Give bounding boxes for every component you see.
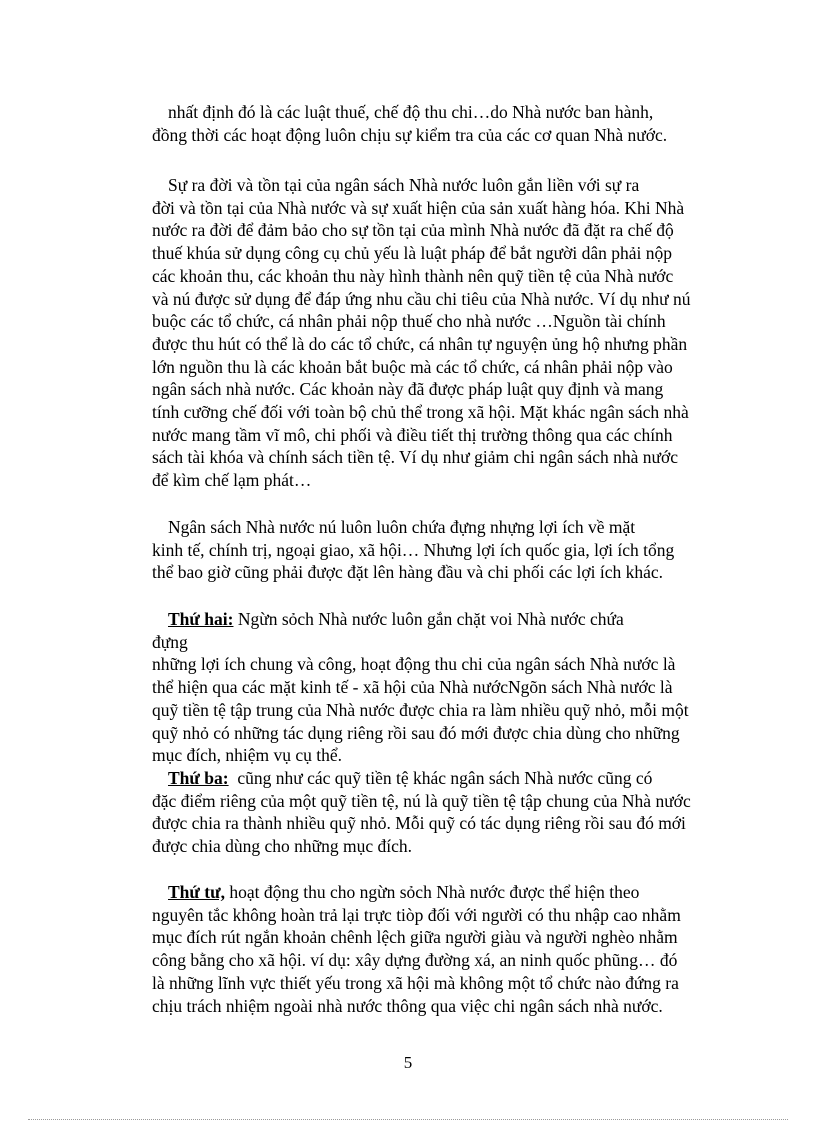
page-bottom-divider [28,1119,788,1120]
paragraph-third-point [152,767,692,858]
text-run: hoạt động thu cho ngừn sỏch Nhà nước được thể hiện theo [225,882,640,902]
text-line: ngân sách nhà nước. Các khoản này đã được pháp luật quy định và mang [152,379,664,400]
text-line: đặc điểm riêng của một quỹ tiền tệ, nú là quỹ tiền tệ tập chung của Nhà nước [152,790,691,811]
text-line: những lợi ích chung và công, hoạt động thu chi của ngân sách Nhà nước là [152,654,676,675]
text-line: Sự ra đời và tồn tại của ngân sách Nhà nước luôn gắn liền với sự ra [168,175,640,195]
text-line [152,881,692,904]
text-line: Ngân sách Nhà nước nú luôn luôn chứa đựng nhựng lợi ích về mặt [168,517,636,537]
text-line: thể hiện qua các mặt kinh tế - xã hội của Nhà nướcNgõn sách Nhà nước là [152,677,673,698]
section-label-third: Thứ ba: [168,768,229,788]
text-line: tính cưỡng chế đối với toàn bộ chủ thể trong xã hội. Mặt khác ngân sách nhà [152,402,689,423]
text-line: thể bao giờ cũng phải được đặt lên hàng đầu và chi phối các lợi ích khác. [152,562,664,583]
text-line: kinh tế, chính trị, ngoại giao, xã hội… Nhưng lợi ích quốc gia, lợi ích tổng [152,539,675,560]
text-line: nhất định đó là các luật thuế, chế độ thu chi…do Nhà nước ban hành, [168,102,654,122]
text-line: và nú được sử dụng để đáp ứng nhu cầu chi tiêu của Nhà nước. Ví dụ như nú [152,288,691,309]
text-line: đời và tồn tại của Nhà nước và sự xuất hiện của sản xuất hàng hóa. Khi Nhà [152,197,685,218]
page-number: 5 [403,1053,413,1072]
text-line: để kìm chế lạm phát… [152,470,312,491]
text-line: được thu hút có thể là do các tổ chức, cá nhân tự nguyện ủng hộ nhưng phần [152,333,688,354]
paragraph-fourth-point [152,881,692,1017]
text-line: lớn nguồn thu là các khoản bắt buộc mà các tổ chức, cá nhân phải nộp vào [152,356,673,377]
paragraph-interests [152,516,692,584]
text-line: sách tài khóa và chính sách tiền tệ. Ví dụ như giảm chi ngân sách nhà nước [152,447,679,468]
text-line [152,608,692,631]
paragraph-second-point [152,608,692,767]
section-label-second: Thứ hai: [168,609,234,629]
text-line: các khoản thu, các khoản thu này hình thành nên quỹ tiền tệ của Nhà nước [152,265,674,286]
text-line [152,767,692,790]
text-line: đựng [152,631,188,652]
text-run: Ngừn sỏch Nhà nước luôn gắn chặt voi Nhà nước chứa [233,609,624,629]
text-line: đồng thời các hoạt động luôn chịu sự kiểm tra của các cơ quan Nhà nước. [152,124,668,145]
text-line: mục đích, nhiệm vụ cụ thể. [152,745,343,766]
text-line: là những lĩnh vực thiết yếu trong xã hội mà không một tổ chức nào đứng ra [152,972,679,993]
text-line: được chia dùng cho những mục đích. [152,836,413,857]
paragraph-origin-of-budget [152,174,692,492]
text-line: mục đích rút ngắn khoản chênh lệch giữa người giàu và người nghèo nhằm [152,927,678,948]
section-label-fourth: Thứ tư, [168,882,225,902]
text-line: quỹ nhỏ có những tác dụng riêng rồi sau đó mới được chia dùng cho những [152,722,680,743]
text-line: buộc các tổ chức, cá nhân phải nộp thuế cho nhà nước …Nguồn tài chính [152,311,666,332]
text-line: thuế khúa sử dụng công cụ chủ yếu là luật pháp để bắt người dân phải nộp [152,243,673,264]
text-line: nguyên tắc không hoàn trả lại trực tiòp đối với người có thu nhập cao nhằm [152,904,681,925]
text-run: cũng như các quỹ tiền tệ khác ngân sách Nhà nước cũng có [228,768,653,788]
text-line: nước ra đời để đảm bảo cho sự tồn tại của mình Nhà nước đã đặt ra chế độ [152,220,674,241]
text-line: được chia ra thành nhiều quỹ nhỏ. Mỗi quỹ có tác dụng riêng rồi sau đó mới [152,813,686,834]
text-line: chịu trách nhiệm ngoài nhà nước thông qua việc chi ngân sách nhà nước. [152,995,663,1016]
text-line: nước mang tầm vĩ mô, chi phối và điều tiết thị trường thông qua các chính [152,424,673,445]
paragraph-continuation [152,101,692,146]
text-line: quỹ tiền tệ tập trung của Nhà nước được chia ra làm nhiều quỹ nhỏ, mỗi một [152,699,689,720]
text-line: công bằng cho xã hội. ví dụ: xây dựng đường xá, an ninh quốc phũng… đó [152,950,678,971]
